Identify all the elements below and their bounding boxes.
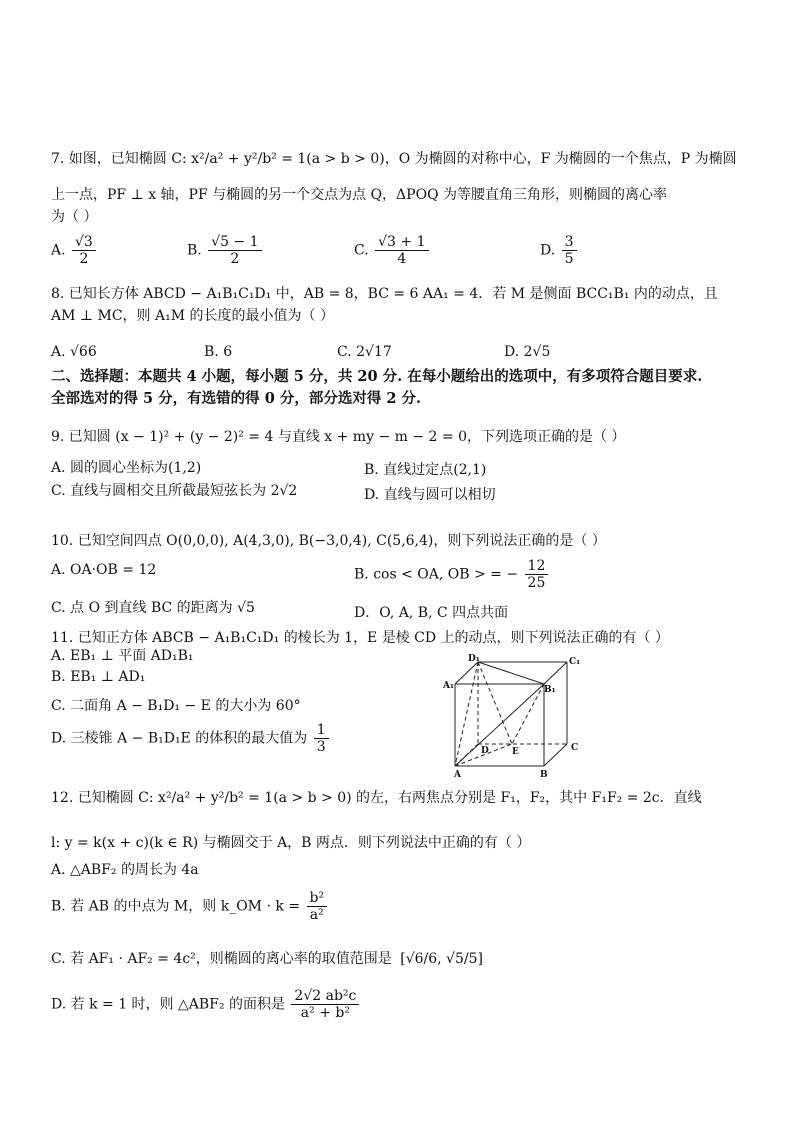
q7-line1: 7. 如图，已知椭圆 C: x²/a² + y²/b² = 1(a > b > 0)，O 为椭圆的对称中心，F 为椭圆的一个焦点，P 为椭圆 (51, 151, 737, 167)
q12-option-d: D. 若 k = 1 时，则 △ABF₂ 的面积是 $\frac{\text{2√2 ab²c}}{\text{a² + b²}}$ (51, 988, 361, 1021)
q11-option-a: A. EB₁ ⊥ 平面 AD₁B₁ (51, 648, 194, 664)
q10-option-b: B. cos < OA, OB > = − $\frac{12}{25}$ (354, 558, 550, 591)
q8-option-b: B. 6 (204, 344, 233, 360)
label-B: B (540, 770, 548, 778)
q10-option-a: A. OA·OB = 12 (51, 562, 157, 578)
section-2-heading: 二、选择题：本题共 4 小题，每小题 5 分，共 20 分. 在每小题给出的选项中，有多项符合题目要求. (51, 368, 703, 385)
q11-option-c: C. 二面角 A − B₁D₁ − E 的大小为 60° (51, 698, 301, 714)
cube-figure (440, 654, 590, 778)
q12-option-c: C. 若 AF₁ · AF₂ = 4c²，则椭圆的离心率的取值范围是 [√6/6, √5/5] (51, 951, 483, 967)
q8-option-c: C. 2√17 (337, 344, 392, 360)
q9-line1: 9. 已知圆 (x − 1)² + (y − 2)² = 4 与直线 x + my − m − 2 = 0，下列选项正确的是（ ） (51, 429, 626, 445)
q9-option-b: B. 直线过定点(2,1) (364, 462, 487, 478)
q7-line3: 为（ ） (51, 209, 98, 225)
label-C: C (571, 743, 579, 753)
q10-option-c: C. 点 O 到直线 BC 的距离为 √5 (51, 600, 255, 616)
q12-line1: 12. 已知椭圆 C: x²/a² + y²/b² = 1(a > b > 0) 的左，右两焦点分别是 F₁，F₂，其中 F₁F₂ = 2c．直线 (51, 790, 702, 806)
label-A: A (454, 770, 461, 778)
q8-option-d: D. 2√5 (504, 344, 551, 360)
q8-option-a: A. √66 (51, 344, 97, 360)
q11-option-b: B. EB₁ ⊥ AD₁ (51, 669, 146, 685)
q7-option-b: B. $\frac{√5 - 1}{2}$ (187, 234, 264, 267)
q9-option-a: A. 圆的圆心坐标为(1,2) (51, 460, 202, 476)
label-B1: B₁ (544, 685, 556, 695)
label-D1: D₁ (468, 654, 480, 664)
q12-option-a: A. △ABF₂ 的周长为 4a (51, 862, 199, 878)
q7-option-c: C. $\frac{√3 + 1}{4}$ (354, 234, 431, 267)
q12-line2: l: y = k(x + c)(k ∈ R) 与椭圆交于 A，B 两点．则下列说法中正确的有（ ） (51, 835, 531, 851)
q10-line1: 10. 已知空间四点 O(0,0,0), A(4,3,0), B(−3,0,4), C(5,6,4)，则下列说法正确的是（ ） (51, 533, 606, 549)
q11-line1: 11. 已知正方体 ABCB − A₁B₁C₁D₁ 的棱长为 1，E 是棱 CD 上的动点，则下列说法正确的有（ ） (51, 630, 670, 646)
q7-option-d: D. $\frac{3}{5}$ (540, 234, 579, 267)
label-C1: C₁ (569, 657, 581, 667)
q10-option-d: D．O, A, B, C 四点共面 (354, 605, 509, 621)
q8-line1: 8. 已知长方体 ABCD − A₁B₁C₁D₁ 中，AB = 8，BC = 6 AA₁ = 4．若 M 是侧面 BCC₁B₁ 内的动点，且 (51, 286, 718, 302)
label-E: E (512, 747, 519, 757)
label-A1: A₁ (443, 681, 454, 691)
q12-option-b: B. 若 AB 的中点为 M，则 k_OM · k = $\frac{\text{b²}}{\text{a²}}$ (51, 890, 329, 923)
q7-option-a: A. $\frac{√3}{2}$ (51, 234, 98, 267)
q7-line2: 上一点，PF ⊥ x 轴，PF 与椭圆的另一个交点为点 Q，ΔPOQ 为等腰直角三角形，则椭圆的离心率 (51, 187, 667, 203)
q9-option-c: C. 直线与圆相交且所截最短弦长为 2√2 (51, 483, 298, 499)
q11-option-d: D. 三棱锥 A − B₁D₁E 的体积的最大值为 $\frac{1}{3}$ (51, 722, 331, 755)
label-D: D (481, 746, 489, 756)
section-2-instructions: 全部选对的得 5 分，有选错的得 0 分，部分选对得 2 分. (51, 390, 422, 407)
q8-line2: AM ⊥ MC，则 A₁M 的长度的最小值为（ ） (51, 308, 334, 324)
q9-option-d: D. 直线与圆可以相切 (364, 487, 496, 503)
